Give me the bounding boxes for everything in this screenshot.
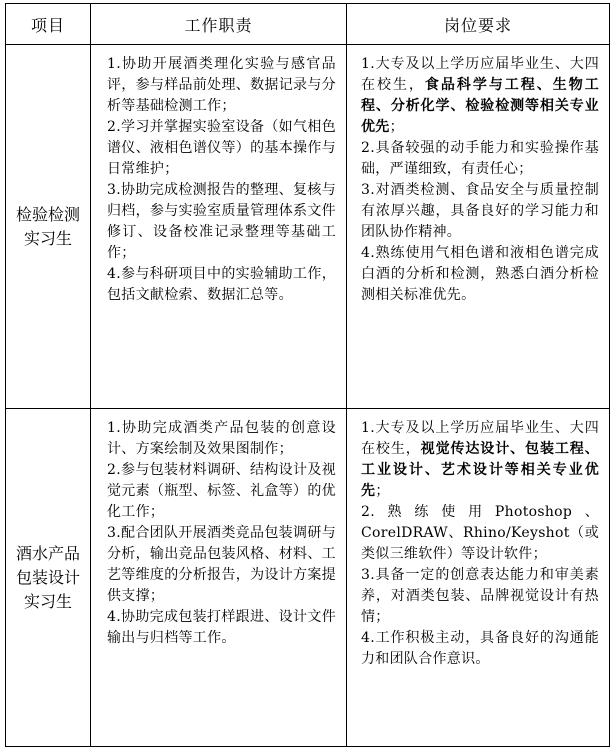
requirement-item: 3.具备一定的创意表达能力和审美素养，对酒类包装、品牌视觉设计有热情； xyxy=(361,567,599,625)
table-row xyxy=(6,409,610,747)
duties-cell xyxy=(91,409,347,747)
item-cell xyxy=(6,45,91,409)
highlighted-majors: 食品科学与工程、生物工程、分析化学、检验检测等相关专业优先 xyxy=(361,77,599,135)
requirement-item: 4.工作积极主动，具备良好的沟通能力和团队合作意识。 xyxy=(361,630,599,667)
requirement-item: 1.大专及以上学历应届毕业生、大四在校生，食品科学与工程、生物工程、分析化学、检验检测等相关专业优先； xyxy=(361,56,599,135)
duty-item: 2.参与包装材料调研、结构设计及视觉元素（瓶型、标签、礼盒等）的优化工作； xyxy=(107,462,336,520)
requirement-item: 3.对酒类检测、食品安全与质量控制有浓厚兴趣，具备良好的学习能力和团队协作精神。 xyxy=(361,182,599,240)
duty-item: 1.协助完成酒类产品包装的创意设计、方案绘制及效果图制作； xyxy=(107,420,336,457)
requirements-cell xyxy=(347,409,610,747)
duties-cell xyxy=(91,45,347,409)
requirements-cell xyxy=(347,45,610,409)
item-cell xyxy=(6,409,91,747)
header-requirements: 岗位要求 xyxy=(347,4,610,45)
item-label-line: 实习生 xyxy=(23,591,72,611)
requirement-item: 2.具备较强的动手能力和实验操作基础，严谨细致，有责任心； xyxy=(361,140,599,177)
item-label-line: 实习生 xyxy=(23,228,72,248)
requirement-item: 4.熟练使用气相色谱和液相色谱完成白酒的分析和检测，熟悉白酒分析检测相关标准优先。 xyxy=(361,245,599,303)
header-duties: 工作职责 xyxy=(91,4,347,45)
duty-item: 1.协助开展酒类理化实验与感官品评，参与样品前处理、数据记录与分析等基础检测工作； xyxy=(107,56,336,114)
item-label-line: 酒水产品 xyxy=(15,543,80,563)
duty-item: 4.参与科研项目中的实验辅助工作，包括文献检索、数据汇总等。 xyxy=(107,266,336,303)
table-row xyxy=(6,45,610,409)
job-table xyxy=(5,3,610,747)
requirement-item: 1.大专及以上学历应届毕业生、大四在校生，视觉传达设计、包装工程、工业设计、艺术设计等相关专业优先； xyxy=(361,420,599,499)
duty-item: 4.协助完成包装打样跟进、设计文件输出与归档等工作。 xyxy=(107,609,336,646)
requirement-item: 2.熟练使用Photoshop、CorelDRAW、Rhino/Keyshot（或类似三维软件）等设计软件； xyxy=(361,504,599,562)
header-row xyxy=(6,4,610,45)
duty-item: 3.协助完成检测报告的整理、复核与归档，参与实验室质量管理体系文件修订、设备校准记录整理等基础工作； xyxy=(107,182,336,261)
duty-item: 3.配合团队开展酒类竞品包装调研与分析，输出竞品包装风格、材料、工艺等维度的分析报告，为设计方案提供支撑； xyxy=(107,525,336,604)
item-label-line: 包装设计 xyxy=(15,567,80,587)
duty-item: 2.学习并掌握实验室设备（如气相色谱仪、液相色谱仪等）的基本操作与日常维护； xyxy=(107,119,336,177)
highlighted-majors: 视觉传达设计、包装工程、工业设计、艺术设计等相关专业优先 xyxy=(361,441,599,499)
item-label-line: 检验检测 xyxy=(15,204,80,224)
header-item: 项目 xyxy=(6,4,91,45)
